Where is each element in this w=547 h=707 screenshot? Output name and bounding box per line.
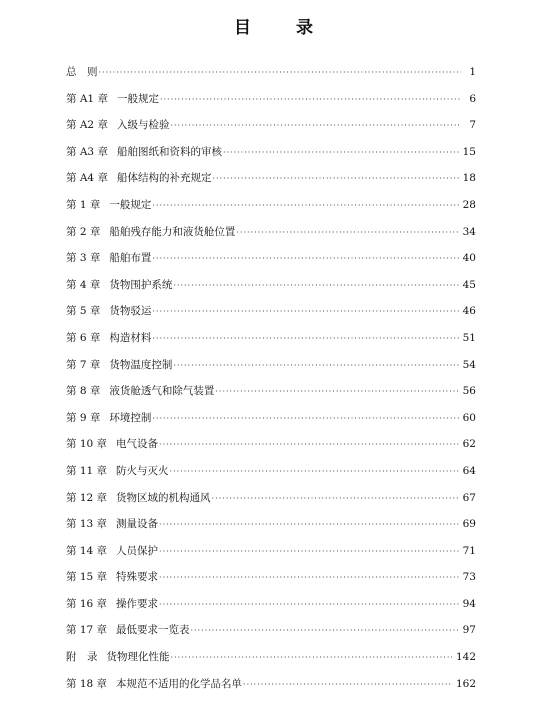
toc-page-number: 67 [462, 491, 476, 504]
toc-page-number: 97 [462, 624, 476, 637]
toc-page-number: 54 [462, 358, 476, 371]
toc-entry[interactable] [66, 511, 476, 538]
toc-entry[interactable] [66, 485, 476, 512]
toc-page-number: 71 [462, 544, 476, 557]
toc-chapter-number: 第 11 章 [66, 464, 108, 477]
toc-entry[interactable] [66, 431, 476, 458]
toc-chapter-number: 第 17 章 [66, 624, 108, 637]
toc-entry[interactable] [66, 378, 476, 405]
toc-page-number: 45 [462, 278, 476, 291]
toc-entry-label [66, 485, 211, 512]
toc-dot-leader [152, 193, 459, 220]
toc-dot-leader [160, 87, 461, 114]
toc-chapter-title: 一般规定 [116, 92, 159, 105]
toc-chapter-number: 第 4 章 [66, 278, 101, 291]
toc-entry-label [66, 192, 151, 219]
toc-dot-leader [159, 432, 460, 459]
toc-dot-leader [171, 645, 453, 672]
toc-dot-leader [191, 618, 460, 645]
toc-dot-leader [152, 326, 459, 353]
toc-chapter-title: 构造材料 [109, 331, 152, 344]
toc-chapter-number: 总 则 [66, 66, 98, 78]
toc-page-number: 62 [462, 438, 476, 451]
toc-chapter-title: 最低要求一览表 [116, 624, 190, 637]
toc-entry[interactable] [66, 325, 476, 352]
toc-chapter-number: 第 5 章 [66, 305, 101, 318]
toc-chapter-number: 第 16 章 [66, 597, 108, 610]
toc-entry-label [66, 165, 211, 192]
toc-chapter-title: 货物区域的机构通风 [116, 491, 211, 504]
toc-dot-leader [243, 672, 453, 699]
toc-dot-leader [159, 539, 460, 566]
toc-chapter-number: 第 8 章 [66, 385, 101, 398]
page-title: 目 录 [234, 18, 327, 38]
toc-page-number: 60 [462, 411, 476, 424]
toc-entry-label [66, 245, 151, 272]
toc-chapter-title: 环境控制 [109, 411, 152, 424]
toc-page-number: 28 [462, 198, 476, 211]
toc-entry-label [66, 644, 170, 671]
toc-chapter-number: 第 3 章 [66, 252, 101, 265]
toc-entry[interactable] [66, 219, 476, 246]
toc-page-number: 64 [462, 464, 476, 477]
toc-page-number: 18 [462, 172, 476, 185]
toc-entry[interactable] [66, 538, 476, 565]
toc-entry[interactable] [66, 86, 476, 113]
toc-entry[interactable] [66, 298, 476, 325]
toc-page-number: 73 [462, 571, 476, 584]
toc-dot-leader [152, 406, 459, 433]
toc-chapter-number: 第 1 章 [66, 198, 101, 211]
toc-entry-label [66, 405, 151, 432]
toc-chapter-title: 入级与检验 [116, 119, 170, 132]
toc-chapter-title: 操作要求 [116, 597, 159, 610]
toc-entry-label [66, 272, 172, 299]
toc-chapter-number: 第 A3 章 [66, 145, 108, 158]
toc-entry-label [66, 431, 158, 458]
toc-entry[interactable] [66, 458, 476, 485]
toc-entry[interactable] [66, 591, 476, 618]
toc-entry[interactable] [66, 165, 476, 192]
toc-entry[interactable] [66, 617, 476, 644]
toc-page-number: 1 [469, 66, 476, 78]
toc-page-number: 69 [462, 518, 476, 531]
toc-dot-leader [212, 166, 459, 193]
toc-dot-leader [173, 353, 459, 380]
toc-dot-leader [159, 512, 460, 539]
toc-entry[interactable] [66, 139, 476, 166]
toc-page-number: 46 [462, 305, 476, 318]
toc-dot-leader [215, 379, 459, 406]
toc-entry[interactable] [66, 671, 476, 698]
toc-chapter-number: 第 7 章 [66, 358, 101, 371]
toc-chapter-number: 第 A2 章 [66, 119, 108, 132]
toc-entry[interactable] [66, 245, 476, 272]
toc-page-number: 40 [462, 252, 476, 265]
toc-entry-label [66, 219, 235, 246]
toc-chapter-number: 第 15 章 [66, 571, 108, 584]
toc-entry[interactable] [66, 112, 476, 139]
toc-chapter-title: 货物温度控制 [109, 358, 173, 371]
toc-chapter-title: 本规范不适用的化学品名单 [116, 677, 243, 690]
toc-chapter-number: 第 A4 章 [66, 172, 108, 185]
toc-chapter-title: 防火与灭火 [116, 464, 169, 477]
toc-dot-leader [173, 273, 459, 300]
toc-entry-label [66, 59, 98, 86]
toc-chapter-title: 船舶残存能力和液货舱位置 [109, 225, 236, 238]
toc-chapter-title: 一般规定 [109, 198, 152, 211]
toc-chapter-title: 船舶布置 [109, 252, 152, 265]
toc-entry-label [66, 325, 151, 352]
toc-page-number: 142 [455, 651, 476, 664]
toc-entry[interactable] [66, 352, 476, 379]
toc-entry[interactable] [66, 59, 476, 86]
toc-chapter-title: 船体结构的补充规定 [116, 172, 212, 185]
toc-entry-label [66, 352, 172, 379]
toc-chapter-title: 货物驳运 [109, 305, 152, 318]
toc-page-number: 7 [469, 119, 476, 132]
toc-chapter-number: 第 13 章 [66, 518, 108, 531]
toc-dot-leader [170, 113, 461, 140]
toc-chapter-title: 特殊要求 [116, 571, 159, 584]
toc-page-number: 162 [455, 677, 476, 690]
toc-chapter-title: 电气设备 [116, 438, 159, 451]
toc-chapter-number: 第 14 章 [66, 544, 108, 557]
toc-page-number: 56 [462, 385, 476, 398]
toc-entry[interactable] [66, 405, 476, 432]
toc-entry-label [66, 139, 222, 166]
toc-entry-label [66, 617, 190, 644]
toc-dot-leader [159, 565, 460, 592]
toc-chapter-title: 人员保护 [116, 544, 159, 557]
toc-chapter-number: 第 6 章 [66, 331, 101, 344]
toc-entry-label [66, 671, 242, 698]
toc-page-number: 6 [469, 92, 476, 105]
toc-page-number: 94 [462, 597, 476, 610]
toc-entry-label [66, 458, 169, 485]
toc-dot-leader [236, 220, 459, 247]
toc-chapter-title: 货物围护系统 [109, 278, 173, 291]
toc-entry-label [66, 378, 214, 405]
toc-chapter-title: 测量设备 [116, 518, 159, 531]
toc-dot-leader [152, 246, 459, 273]
toc-dot-leader [99, 60, 462, 87]
toc-entry-label [66, 86, 159, 113]
toc-chapter-title: 货物理化性能 [106, 651, 170, 664]
toc-chapter-title: 液货舱透气和除气装置 [109, 385, 215, 398]
toc-chapter-number: 第 12 章 [66, 491, 108, 504]
toc-entry[interactable] [66, 644, 476, 671]
toc-chapter-title: 船舶图纸和资料的审核 [116, 145, 222, 158]
toc-entry[interactable] [66, 564, 476, 591]
toc-dot-leader [159, 592, 460, 619]
toc-entry-label [66, 112, 169, 139]
toc-dot-leader [223, 140, 460, 167]
toc-chapter-number: 第 2 章 [66, 225, 101, 238]
toc-page-number: 15 [462, 145, 476, 158]
toc-entry[interactable] [66, 192, 476, 219]
toc-chapter-number: 第 18 章 [66, 677, 108, 690]
toc-chapter-number: 第 10 章 [66, 438, 108, 451]
toc-chapter-number: 第 A1 章 [66, 92, 108, 105]
toc-dot-leader [170, 459, 460, 486]
toc-dot-leader [212, 486, 460, 513]
toc-entry-label [66, 298, 151, 325]
toc-page-number: 34 [462, 225, 476, 238]
toc-entry-label [66, 564, 158, 591]
toc-page-number: 51 [462, 331, 476, 344]
toc-entry-label [66, 591, 158, 618]
toc-dot-leader [152, 299, 459, 326]
toc-chapter-number: 附 录 [66, 651, 98, 664]
toc-list [66, 59, 476, 697]
toc-chapter-number: 第 9 章 [66, 411, 101, 424]
toc-entry-label [66, 511, 158, 538]
toc-entry[interactable] [66, 272, 476, 299]
toc-entry-label [66, 538, 158, 565]
